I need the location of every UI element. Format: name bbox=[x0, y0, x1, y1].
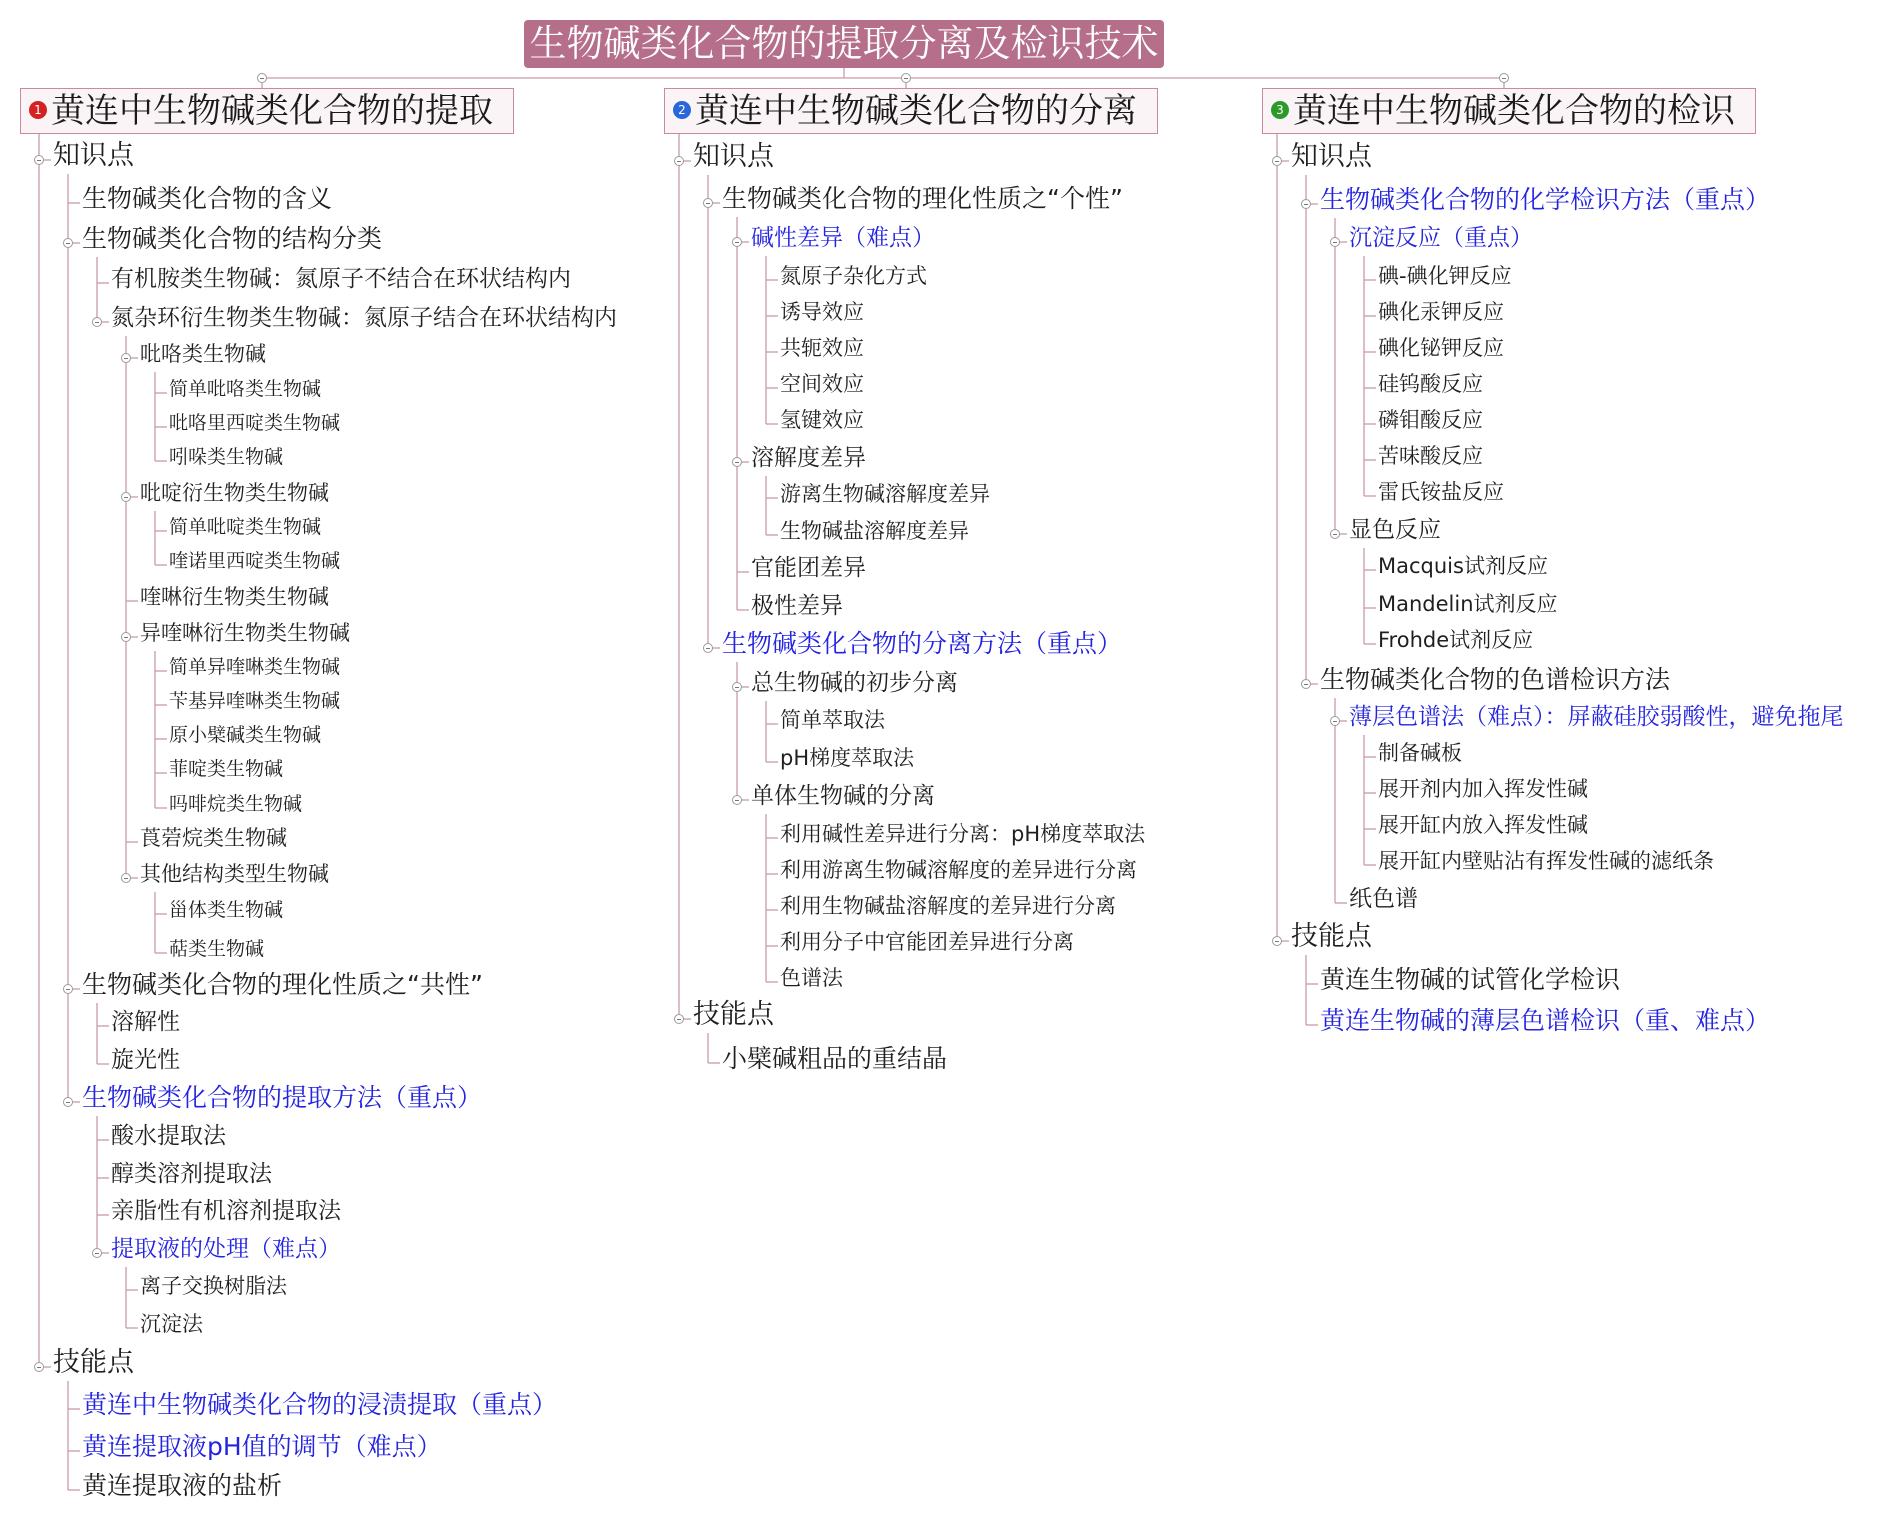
collapse-toggle[interactable] bbox=[121, 492, 131, 502]
leaf-node[interactable]: 甾体类生物碱 bbox=[169, 899, 284, 921]
leaf-node[interactable]: 小檗碱粗品的重结晶 bbox=[722, 1044, 948, 1073]
collapse-toggle[interactable] bbox=[1330, 237, 1340, 247]
leaf-node[interactable]: 莨菪烷类生物碱 bbox=[140, 826, 287, 850]
priority-2-icon: 2 bbox=[673, 101, 691, 119]
leaf-node[interactable]: 吗啡烷类生物碱 bbox=[169, 793, 303, 815]
leaf-node[interactable]: 黄连提取液的盐析 bbox=[82, 1471, 283, 1500]
leaf-node[interactable]: 氢键效应 bbox=[780, 408, 864, 432]
priority-1-icon: 1 bbox=[29, 101, 47, 119]
leaf-node[interactable]: 诱导效应 bbox=[780, 300, 864, 324]
leaf-node[interactable]: 溶解性 bbox=[111, 1009, 180, 1035]
collapse-toggle[interactable] bbox=[732, 457, 742, 467]
collapse-toggle[interactable] bbox=[121, 632, 131, 642]
topic-node[interactable]: 薄层色谱法（难点）：屏蔽硅胶弱酸性，避免拖尾 bbox=[1349, 704, 1844, 730]
branch-collapse-toggle[interactable] bbox=[1499, 73, 1509, 83]
leaf-node[interactable]: 黄连提取液pH值的调节（难点） bbox=[82, 1432, 442, 1461]
leaf-node[interactable]: 生物碱盐溶解度差异 bbox=[780, 519, 969, 543]
collapse-toggle[interactable] bbox=[121, 873, 131, 883]
leaf-node[interactable]: Frohde试剂反应 bbox=[1378, 628, 1534, 652]
leaf-node[interactable]: 简单萃取法 bbox=[780, 708, 885, 732]
branch-collapse-toggle[interactable] bbox=[257, 73, 267, 83]
topic-node[interactable]: 生物碱类化合物的结构分类 bbox=[82, 224, 383, 253]
leaf-node[interactable]: 利用生物碱盐溶解度的差异进行分离 bbox=[780, 894, 1116, 918]
leaf-node[interactable]: 原小檗碱类生物碱 bbox=[169, 724, 322, 746]
leaf-node[interactable]: 吡咯里西啶类生物碱 bbox=[169, 412, 341, 434]
collapse-toggle[interactable] bbox=[1301, 679, 1311, 689]
leaf-node[interactable]: 利用游离生物碱溶解度的差异进行分离 bbox=[780, 858, 1137, 882]
topic-node[interactable]: 生物碱类化合物的化学检识方法（重点） bbox=[1320, 185, 1771, 214]
priority-3-icon: 3 bbox=[1271, 101, 1289, 119]
collapse-toggle[interactable] bbox=[63, 238, 73, 248]
leaf-node[interactable]: 极性差异 bbox=[751, 593, 843, 619]
collapse-toggle[interactable] bbox=[34, 155, 44, 165]
collapse-toggle[interactable] bbox=[732, 237, 742, 247]
section-heading[interactable]: 知识点 bbox=[1291, 141, 1372, 172]
collapse-toggle[interactable] bbox=[732, 682, 742, 692]
section-heading[interactable]: 技能点 bbox=[53, 1347, 134, 1378]
leaf-node[interactable]: 共轭效应 bbox=[780, 336, 864, 360]
leaf-node[interactable]: 利用分子中官能团差异进行分离 bbox=[780, 930, 1074, 954]
section-heading[interactable]: 技能点 bbox=[693, 999, 774, 1030]
leaf-node[interactable]: 苄基异喹啉类生物碱 bbox=[169, 690, 341, 712]
leaf-node[interactable]: 简单异喹啉类生物碱 bbox=[169, 656, 341, 678]
leaf-node[interactable]: 酸水提取法 bbox=[111, 1123, 226, 1149]
topic-node[interactable]: 氮杂环衍生物类生物碱：氮原子结合在环状结构内 bbox=[111, 305, 617, 331]
leaf-node[interactable]: 展开剂内加入挥发性碱 bbox=[1378, 777, 1588, 801]
topic-node[interactable]: 异喹啉衍生物类生物碱 bbox=[140, 621, 350, 645]
topic-node[interactable]: 单体生物碱的分离 bbox=[751, 783, 935, 809]
branch-title-text: 黄连中生物碱类化合物的提取 bbox=[51, 91, 493, 131]
collapse-toggle[interactable] bbox=[92, 1248, 102, 1258]
leaf-node[interactable]: 吲哚类生物碱 bbox=[169, 446, 284, 468]
leaf-node[interactable]: 黄连生物碱的薄层色谱检识（重、难点） bbox=[1320, 1006, 1771, 1035]
leaf-node[interactable]: 有机胺类生物碱：氮原子不结合在环状结构内 bbox=[111, 266, 571, 292]
collapse-toggle[interactable] bbox=[674, 1014, 684, 1024]
topic-node[interactable]: 生物碱类化合物的色谱检识方法 bbox=[1320, 665, 1671, 694]
branch-title-text: 黄连中生物碱类化合物的检识 bbox=[1293, 91, 1735, 131]
collapse-toggle[interactable] bbox=[703, 198, 713, 208]
topic-node[interactable]: 生物碱类化合物的分离方法（重点） bbox=[722, 629, 1123, 658]
leaf-node[interactable]: 喹啉衍生物类生物碱 bbox=[140, 585, 329, 609]
leaf-node[interactable]: 磷钼酸反应 bbox=[1378, 408, 1483, 432]
leaf-node[interactable]: 离子交换树脂法 bbox=[140, 1274, 287, 1298]
topic-node[interactable]: 提取液的处理（难点） bbox=[111, 1236, 341, 1262]
section-heading[interactable]: 知识点 bbox=[53, 140, 134, 171]
topic-node[interactable]: 沉淀反应（重点） bbox=[1349, 225, 1533, 251]
leaf-node[interactable]: 黄连中生物碱类化合物的浸渍提取（重点） bbox=[82, 1390, 558, 1419]
topic-node[interactable]: 吡啶衍生物类生物碱 bbox=[140, 481, 329, 505]
leaf-node[interactable]: 雷氏铵盐反应 bbox=[1378, 480, 1504, 504]
leaf-node[interactable]: 展开缸内放入挥发性碱 bbox=[1378, 813, 1588, 837]
topic-node[interactable]: 生物碱类化合物的理化性质之“共性” bbox=[82, 970, 483, 999]
leaf-node[interactable]: 黄连生物碱的试管化学检识 bbox=[1320, 965, 1621, 994]
leaf-node[interactable]: 制备碱板 bbox=[1378, 741, 1462, 765]
collapse-toggle[interactable] bbox=[1330, 716, 1340, 726]
leaf-node[interactable]: 旋光性 bbox=[111, 1047, 180, 1073]
topic-node[interactable]: 生物碱类化合物的提取方法（重点） bbox=[82, 1083, 483, 1112]
leaf-node[interactable]: 亲脂性有机溶剂提取法 bbox=[111, 1198, 341, 1224]
leaf-node[interactable]: 碘化汞钾反应 bbox=[1378, 300, 1504, 324]
leaf-node[interactable]: 碘化铋钾反应 bbox=[1378, 336, 1504, 360]
leaf-node[interactable]: 沉淀法 bbox=[140, 1312, 203, 1336]
collapse-toggle[interactable] bbox=[1301, 199, 1311, 209]
branch-collapse-toggle[interactable] bbox=[901, 73, 911, 83]
topic-node[interactable]: 总生物碱的初步分离 bbox=[751, 670, 958, 696]
leaf-node[interactable]: 利用碱性差异进行分离：pH梯度萃取法 bbox=[780, 822, 1146, 846]
leaf-node[interactable]: 生物碱类化合物的含义 bbox=[82, 184, 333, 213]
collapse-toggle[interactable] bbox=[703, 643, 713, 653]
topic-node[interactable]: 显色反应 bbox=[1349, 517, 1441, 543]
leaf-node[interactable]: 游离生物碱溶解度差异 bbox=[780, 482, 990, 506]
collapse-toggle[interactable] bbox=[63, 1097, 73, 1107]
collapse-toggle[interactable] bbox=[1330, 529, 1340, 539]
leaf-node[interactable]: 苦味酸反应 bbox=[1378, 444, 1483, 468]
collapse-toggle[interactable] bbox=[1272, 156, 1282, 166]
leaf-node[interactable]: 空间效应 bbox=[780, 372, 864, 396]
leaf-node[interactable]: 碘-碘化钾反应 bbox=[1378, 264, 1512, 288]
topic-node[interactable]: 生物碱类化合物的理化性质之“个性” bbox=[722, 184, 1123, 213]
topic-node[interactable]: 其他结构类型生物碱 bbox=[140, 862, 329, 886]
leaf-node[interactable]: 简单吡啶类生物碱 bbox=[169, 516, 322, 538]
section-heading[interactable]: 知识点 bbox=[693, 141, 774, 172]
leaf-node[interactable]: 色谱法 bbox=[780, 966, 843, 990]
collapse-toggle[interactable] bbox=[674, 156, 684, 166]
leaf-node[interactable]: Macquis试剂反应 bbox=[1378, 554, 1548, 578]
leaf-node[interactable]: 纸色谱 bbox=[1349, 886, 1418, 912]
collapse-toggle[interactable] bbox=[1272, 936, 1282, 946]
branch-2-title[interactable] bbox=[664, 88, 1158, 134]
collapse-toggle[interactable] bbox=[63, 984, 73, 994]
collapse-toggle[interactable] bbox=[34, 1362, 44, 1372]
leaf-node[interactable]: pH梯度萃取法 bbox=[780, 746, 915, 770]
leaf-node[interactable]: 硅钨酸反应 bbox=[1378, 372, 1483, 396]
leaf-node[interactable]: 氮原子杂化方式 bbox=[780, 264, 927, 288]
branch-3-title[interactable] bbox=[1262, 88, 1756, 134]
leaf-node[interactable]: 简单吡咯类生物碱 bbox=[169, 378, 322, 400]
branch-title-text: 黄连中生物碱类化合物的分离 bbox=[695, 91, 1137, 131]
leaf-node[interactable]: 萜类生物碱 bbox=[169, 938, 265, 960]
collapse-toggle[interactable] bbox=[92, 317, 102, 327]
root-title: 生物碱类化合物的提取分离及检识技术 bbox=[524, 20, 1164, 68]
branch-1-title[interactable] bbox=[20, 88, 514, 134]
leaf-node[interactable]: 醇类溶剂提取法 bbox=[111, 1161, 272, 1187]
leaf-node[interactable]: Mandelin试剂反应 bbox=[1378, 592, 1558, 616]
section-heading[interactable]: 技能点 bbox=[1291, 921, 1372, 952]
leaf-node[interactable]: 官能团差异 bbox=[751, 555, 866, 581]
leaf-node[interactable]: 喹诺里西啶类生物碱 bbox=[169, 550, 341, 572]
topic-node[interactable]: 溶解度差异 bbox=[751, 445, 866, 471]
collapse-toggle[interactable] bbox=[121, 353, 131, 363]
topic-node[interactable]: 吡咯类生物碱 bbox=[140, 342, 266, 366]
leaf-node[interactable]: 展开缸内壁贴沾有挥发性碱的滤纸条 bbox=[1378, 849, 1714, 873]
collapse-toggle[interactable] bbox=[732, 795, 742, 805]
leaf-node[interactable]: 菲啶类生物碱 bbox=[169, 758, 284, 780]
topic-node[interactable]: 碱性差异（难点） bbox=[751, 225, 935, 251]
